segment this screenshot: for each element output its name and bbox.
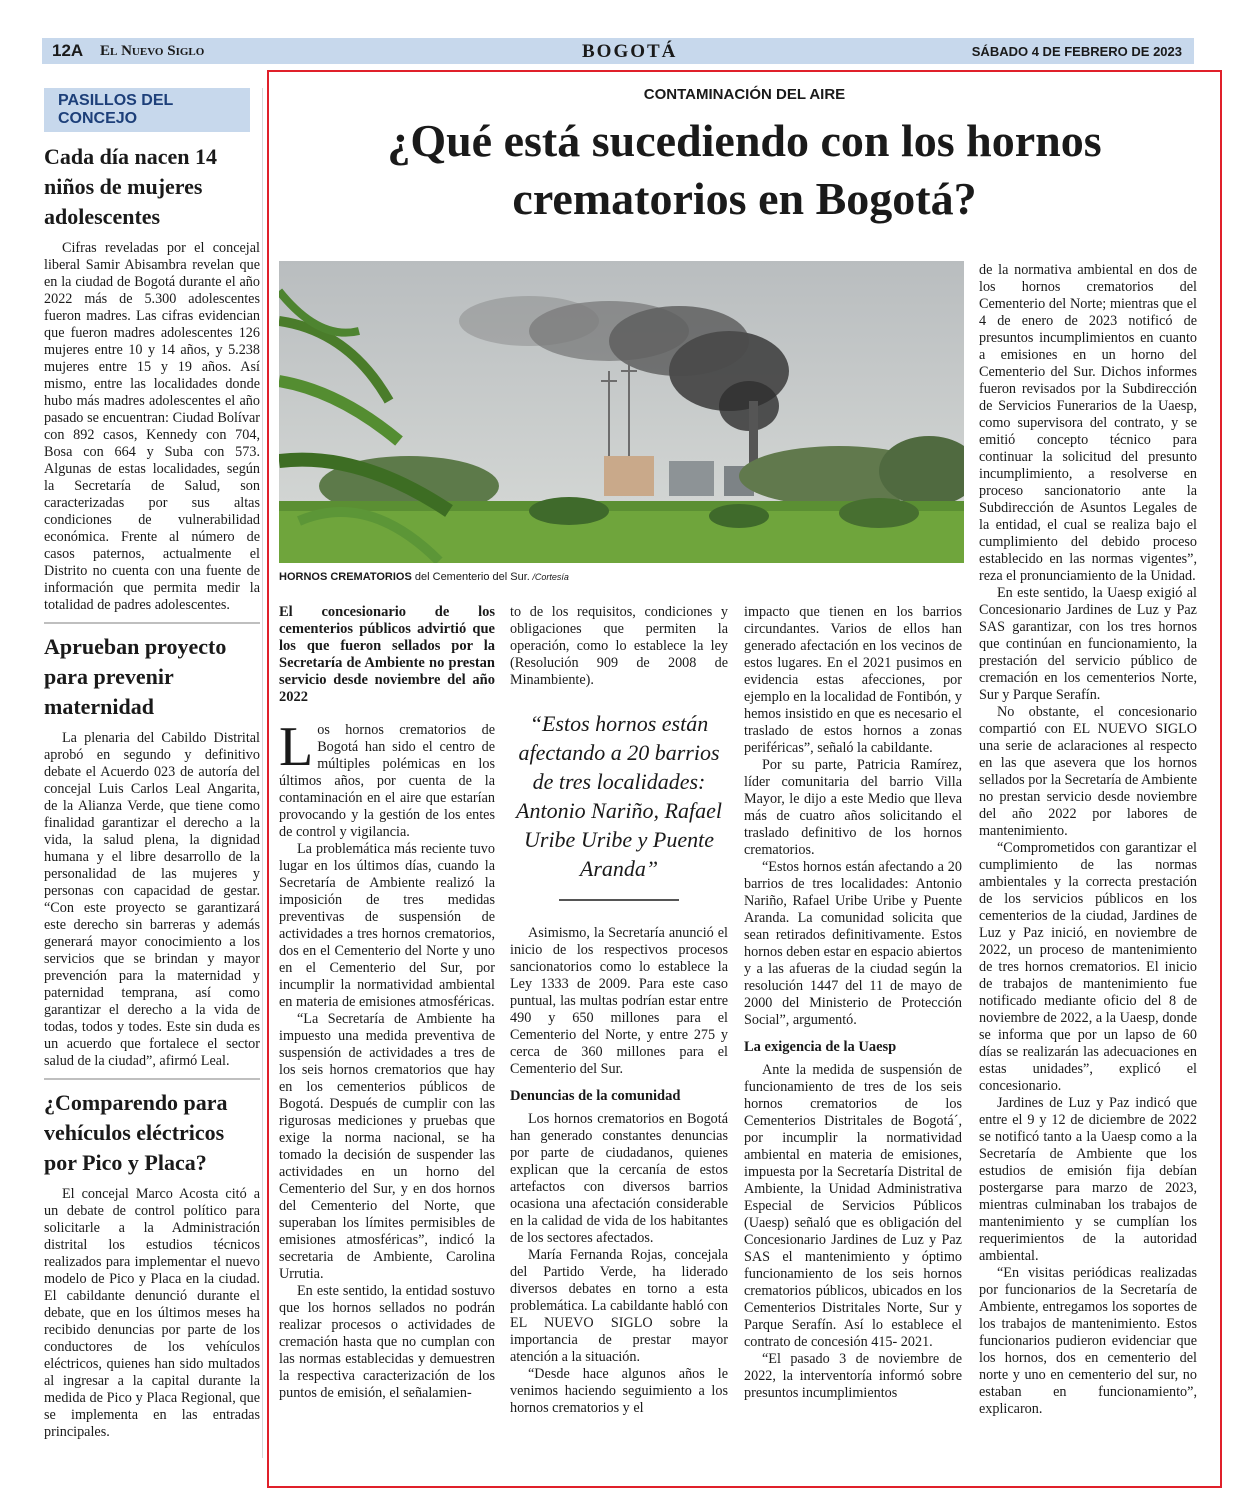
article-column-1 <box>279 604 495 1402</box>
brief-body: Cifras reveladas por el concejal liberal Samir Abisambra revelan que en la ciudad de Bogotá durante el año 2022 más de 5.300 adolescentes fueron madres. Las cifras evidencian que fueron madres adolescentes 126 mujeres entre 10 y 14 años, y 5.238 mujeres entre 15 y 19 años. Así mismo, entre las localidades donde hubo más madres adolescentes el año pasado se encuentran: Ciudad Bolívar con 892 casos, Kennedy con 704, Bosa con 664 y Suba con 573. Algunas de estas localidades, según la Secretaría de Salud, son caracterizadas por sus altas condiciones de vulnerabilidad económica. Frente al número de casos paternos, actualmente el Distrito no cuenta con una fuente de información que permita medir la totalidad de padres adolescentes. <box>44 240 260 613</box>
article-photo <box>279 261 964 563</box>
subhead-uaesp: La exigencia de la Uaesp <box>744 1039 897 1055</box>
article-paragraph: No obstante, el concesionario compartió con EL NUEVO SIGLO una serie de aclaraciones al respecto en las que asevera que los hornos sellados por la Secretaría de Ambiente no prestan servicio desde noviembre del año 2022 por labores de mantenimiento. <box>979 704 1197 839</box>
article-paragraph: En este sentido, la entidad sostuvo que los hornos sellados no podrán realizar procesos o actividades de cremación hasta que no cumplan con las normas establecidas y demuestren la respectiva caracterización de los puntos de emisión, el señalamien- <box>279 1283 495 1401</box>
article-column-3 <box>744 604 962 1402</box>
article-paragraph: “El pasado 3 de noviembre de 2022, la interventoría informó sobre presuntos incumplimientos <box>744 1351 962 1401</box>
article-paragraph: Jardines de Luz y Paz indicó que entre el 9 y 12 de diciembre de 2022 se notificó tanto a la Uaesp como a la Secretaría de Ambiente que los estudios de emisión fija debían postergarse para marzo de 2023, mientras culminaban los trabajos de mantenimiento y se cumplían los requerimientos de la autoridad ambiental. <box>979 1095 1197 1264</box>
brief-item <box>44 142 260 614</box>
article-paragraph: Por su parte, Patricia Ramírez, líder comunitaria del barrio Villa Mayor, le dijo a este Medio que lleva más de cuatro años solicitando el traslado definitivo de los hornos crematorios. <box>744 757 962 858</box>
article-column-4 <box>979 262 1197 1418</box>
article-paragraph: “Comprometidos con garantizar el cumplimiento de las normas ambientales y la correcta prestación de los servicios públicos en los cementerios de la ciudad, Jardines de Luz y Paz inició, en noviembre de 2022, un proceso de mantenimiento de tres hornos crematorios. El inicio de trabajos de mantenimiento fue notificado mediante oficio del 8 de noviembre de 2022, a la Uaesp, donde se informa que por un lapso de 60 días se realizarán las adecuaciones en estas unidades”, explicó el concesionario. <box>979 840 1197 1094</box>
crematorium-photo-image <box>279 261 964 563</box>
article-column-2 <box>510 604 728 1417</box>
article-paragraph: “Desde hace algunos años le venimos haciendo seguimiento a los hornos crematorios y el <box>510 1366 728 1416</box>
caption-bold: HORNOS CREMATORIOS <box>279 571 412 583</box>
sidebar-kicker: PASILLOS DEL CONCEJO <box>44 88 250 132</box>
article-paragraph: “En visitas periódicas realizadas por funcionarios de la Secretaría de Ambiente, entregamos los soportes de los trabajos de mantenimiento. Estos funcionarios pudieron evidenciar que los hornos, dos en cementerio del norte y uno en cementerio del sur, no estaban en funcionamiento”, explicaron. <box>979 1265 1197 1417</box>
article-paragraph: “Estos hornos están afectando a 20 barrios de tres localidades: Antonio Nariño, Rafael Uribe Uribe y Puente Aranda. La comunidad solicita que sean retirados definitivamente. Estos hornos deben estar en espacio abiertos y a las afueras de la ciudad según la resolución 1447 del 11 de mayo de 2000 del Ministerio de Protección Social”, argumentó. <box>744 859 962 1028</box>
article-paragraph: La problemática más reciente tuvo lugar en los últimos días, cuando la Secretaría de Ambiente realizó la imposición de tres medidas preventivas de suspensión de actividades a tres hornos crematorios, dos en el Cementerio del Norte y uno en el Cementerio del Sur, por incumplir la normatividad ambiental en materia de emisiones atmosféricas. <box>279 841 495 1010</box>
article-lede: El concesionario de los cementerios públicos advirtió que los que fueron sellados por la Secretaría de Ambiente no prestan servicio desde noviembre del año 2022 <box>279 604 495 705</box>
page-header <box>42 38 1194 64</box>
article-kicker: CONTAMINACIÓN DEL AIRE <box>643 86 846 103</box>
paragraph-text: os hornos crematorios de Bogotá han sido el centro de múltiples polémicas en los últimos años, por cuenta de la contaminación en el aire que estarían provocando y la gestión de los entes de control y vigilancia. <box>279 722 495 840</box>
article-paragraph: de la normativa ambiental en dos de los hornos crematorios del Cementerio del Norte; mientras que el 4 de enero de 2023 notificó de presuntos incumplimientos en cuanto a emisiones en un horno del Cementerio del Sur. Dichos informes fueron revisados por la Subdirección de Servicios Funerarios de la Uaesp, como supervisora del contrato, y se emitió concepto técnico para continuar la solicitud del presunto incumplimiento, a resolverse en proceso sancionatorio ante la Subdirección de Asuntos Legales de la entidad, el cual se realiza bajo el cumplimiento del debido proceso establecido en las normas vigentes”, reza el pronunciamiento de la Unidad. <box>979 262 1197 584</box>
photo-caption <box>279 571 964 583</box>
divider <box>44 622 260 624</box>
divider <box>44 1078 260 1080</box>
subhead-denuncias: Denuncias de la comunidad <box>510 1088 681 1104</box>
page-number: 12A <box>52 41 84 60</box>
article-paragraph <box>279 716 495 841</box>
main-article <box>267 70 1222 1488</box>
brief-title: Cada día nacen 14 niños de mujeres adolescentes <box>44 144 217 229</box>
newspaper-name: El Nuevo Siglo <box>100 43 205 59</box>
pull-quote: “Estos hornos están afectando a 20 barrios de tres localidades: Antonio Nariño, Rafael Uribe Uribe y Puente Aranda” <box>516 711 722 881</box>
section-name: BOGOTÁ <box>582 41 678 62</box>
article-title <box>269 112 1220 228</box>
article-title-text: ¿Qué está sucediendo con los hornos crematorios en Bogotá? <box>387 115 1102 224</box>
dropcap: L <box>279 716 314 778</box>
brief-title: Aprueban proyecto para prevenir maternidad <box>44 634 227 719</box>
article-paragraph: María Fernanda Rojas, concejala del Partido Verde, ha liderado diversos debates en torno a esta problemática. La cabildante habló con EL NUEVO SIGLO sobre la importancia de prestar mayor atención a la situación. <box>510 1247 728 1365</box>
issue-date: SÁBADO 4 DE FEBRERO DE 2023 <box>971 44 1182 59</box>
article-paragraph: impacto que tienen en los barrios circundantes. Varios de ellos han generado afectación en los vecinos de estos lugares. En el 2021 pusimos en evidencia estas afecciones, por ejemplo en la localidad de Fontibón, y hemos insistido en que es necesario el traslado de estos hornos a zonas periféricas”, señaló la cabildante. <box>744 604 962 756</box>
brief-item <box>44 632 260 1070</box>
brief-body: La plenaria del Cabildo Distrital aprobó en segundo y definitivo debate el Acuerdo 023 de autoría del concejal Luis Carlos Leal Angarita, de la Alianza Verde, que tiene como finalidad garantizar el derecho a la vida, la salud plena, la dignidad humana y el libre desarrollo de la personalidad de las mujeres y personas con capacidad de gestar. “Con este proyecto se garantizará este derecho sin barreras y además generará mayor conocimiento a los servicios que se brindan y mayor prevención para la maternidad y paternidad temprana, así como garantizar el derecho a la vida de todas, todos y todes. Este sin duda es un acuerdo que fortalece el sector salud de la ciudad”, afirmó Leal. <box>44 730 260 1069</box>
brief-item <box>44 1088 260 1441</box>
brief-title: ¿Comparendo para vehículos eléctricos por Pico y Placa? <box>44 1090 228 1175</box>
article-paragraph: “La Secretaría de Ambiente ha impuesto una medida preventiva de suspensión de actividades a tres de los seis hornos crematorios que hay en los cementerios públicos de Bogotá. Después de cumplir con las rigurosas mediciones y pruebas que exige la norma nacional, se ha tomado la decisión de suspender las actividades en un horno del Cementerio del Sur, y en dos hornos del Cementerio del Norte, que superaban los límites permisibles de emisiones atmosféricas”, indicó la secretaria de Ambiente, Carolina Urrutia. <box>279 1011 495 1282</box>
article-paragraph: En este sentido, la Uaesp exigió al Concesionario Jardines de Luz y Paz SAS garantizar, con los tres hornos que continúan en funcionamiento, la prestación del servicio público de cremación en los cementerios Norte, Sur y Parque Serafín. <box>979 585 1197 703</box>
article-paragraph: Asimismo, la Secretaría anunció el inicio de los respectivos procesos sancionatorios como lo establece la Ley 1333 de 2009. Para este caso puntual, las multas podrían estar entre 490 y 650 millones para el Cementerio del Norte, y entre 275 y cerca de 360 millones para el Cementerio del Sur. <box>510 925 728 1077</box>
article-paragraph: Ante la medida de suspensión de funcionamiento de tres de los seis hornos crematorios de los Cementerios Distritales de Bogotá´, por incumplir la normatividad ambiental en materia de emisiones, impuesta por la Secretaría Distrital de Ambiente, la Unidad Administrativa Especial de Servicios Públicos (Uaesp) señaló que es obligación del Concesionario Jardines de Luz y Paz SAS el mantenimiento y óptimo funcionamiento de los seis hornos crematorios públicos, ubicados en los Cementerios Distritales Norte, Sur y Parque Serafín. Así lo establece el contrato de concesión 415- 2021. <box>744 1062 962 1350</box>
sidebar-briefs <box>44 88 260 1441</box>
column-divider <box>262 88 263 1458</box>
caption-text: del Cementerio del Sur. <box>411 571 530 583</box>
article-paragraph: Los hornos crematorios en Bogotá han generado constantes denuncias por parte de ciudadanos, quienes explican que la cercanía de estos artefactos con diversos barrios ocasiona una afectación considerable en la calidad de vida de los habitantes de los sectores afectados. <box>510 1111 728 1246</box>
pull-quote-rule <box>559 899 679 901</box>
brief-body: El concejal Marco Acosta citó a un debate de control político para solicitarle a la Administración distrital los estudios técnicos realizados para implementar el nuevo modelo de Pico y Placa en la ciudad. El cabildante denunció durante el debate, que en los últimos meses ha recibido denuncias por parte de los conductores de los vehículos eléctricos, quienes han sido multados al ingresar a la capital durante la medida de Pico y Placa Regional, que se implementa en las entradas principales. <box>44 1186 260 1440</box>
article-paragraph: to de los requisitos, condiciones y obligaciones que permiten la operación, como lo establece la ley (Resolución 909 de 2008 de Minambiente). <box>510 604 728 688</box>
caption-credit: /Cortesía <box>529 572 569 582</box>
